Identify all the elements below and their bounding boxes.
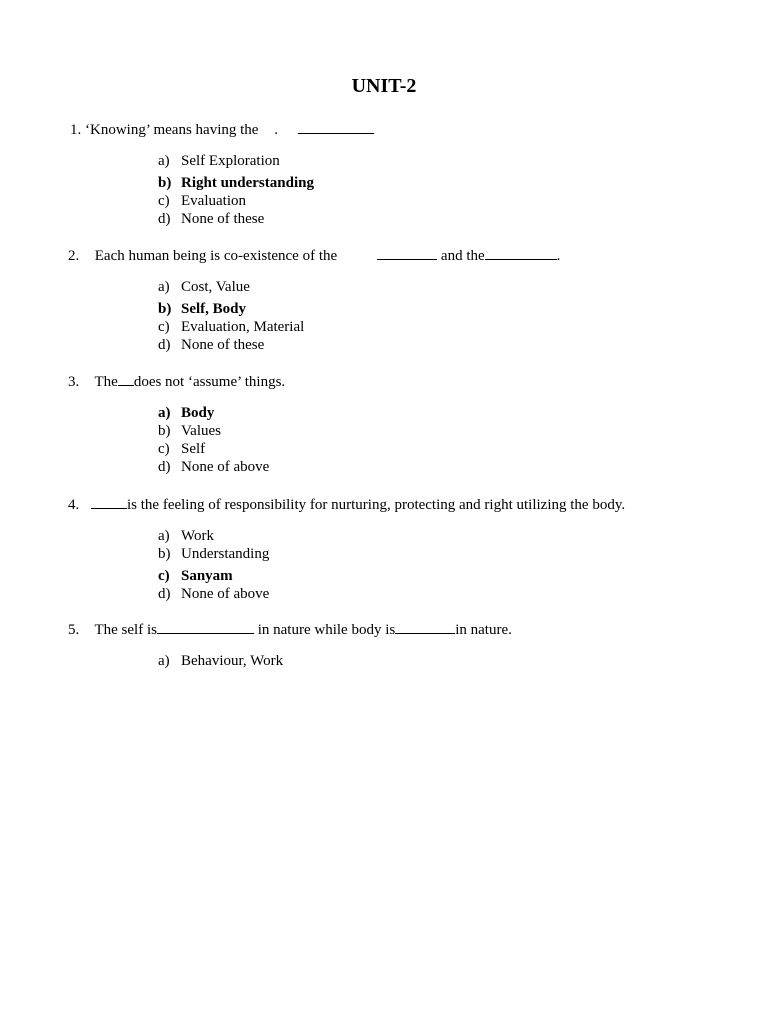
option-a: a) Body [158, 405, 215, 421]
question-4 [68, 494, 625, 514]
options-1 [158, 152, 314, 228]
option-a: a) Self Exploration [158, 153, 280, 169]
question-number: 3. [68, 374, 80, 390]
answer-blank [377, 245, 437, 260]
option-d: d) None of these [158, 337, 265, 353]
question-text: ‘Knowing’ means having the [85, 122, 259, 138]
page-title: UNIT-2 [351, 75, 417, 97]
question-2 [68, 245, 560, 265]
option-b: b) Understanding [158, 546, 270, 562]
question-text-period: . [274, 122, 278, 138]
question-text-mid: in nature while body is [257, 622, 396, 638]
option-c: c) Sanyam [158, 568, 233, 584]
question-text: The self is [94, 622, 157, 638]
question-number: 5. [68, 622, 80, 638]
answer-blank [395, 619, 455, 634]
option-a: a) Cost, Value [158, 279, 250, 295]
answer-blank [91, 494, 127, 509]
options-5 [158, 652, 283, 670]
answer-blank [485, 245, 557, 260]
answer-blank [157, 619, 254, 634]
question-1 [70, 119, 374, 139]
option-d: d) None of these [158, 211, 265, 227]
question-text-end: does not ‘assume’ things. [133, 374, 286, 390]
options-3 [158, 404, 269, 476]
question-text: The [94, 374, 118, 390]
question-5 [68, 619, 512, 639]
question-number: 1. [70, 122, 82, 138]
question-number: 4. [68, 497, 80, 513]
option-c: c) Evaluation [158, 193, 246, 209]
options-4 [158, 527, 269, 603]
option-d: d) None of above [158, 459, 270, 475]
option-b: b) Self, Body [158, 301, 247, 317]
question-3 [68, 371, 285, 391]
option-a: a) Work [158, 528, 214, 544]
question-text: Each human being is co-existence of the [94, 248, 338, 264]
option-b: b) Right understanding [158, 175, 314, 191]
option-c: c) Self [158, 441, 206, 457]
question-text-mid: and the [440, 248, 485, 264]
option-d: d) None of above [158, 586, 270, 602]
answer-blank [298, 119, 374, 134]
question-text-end: . [556, 248, 561, 264]
question-text: is the feeling of responsibility for nurturing, protecting and right utilizing the body. [127, 497, 626, 513]
answer-blank [118, 371, 134, 386]
options-2 [158, 278, 304, 354]
question-text-end: in nature. [455, 622, 512, 638]
option-a: a) Behaviour, Work [158, 653, 284, 669]
option-c: c) Evaluation, Material [158, 319, 305, 335]
question-number: 2. [68, 248, 80, 264]
option-b: b) Values [158, 423, 221, 439]
